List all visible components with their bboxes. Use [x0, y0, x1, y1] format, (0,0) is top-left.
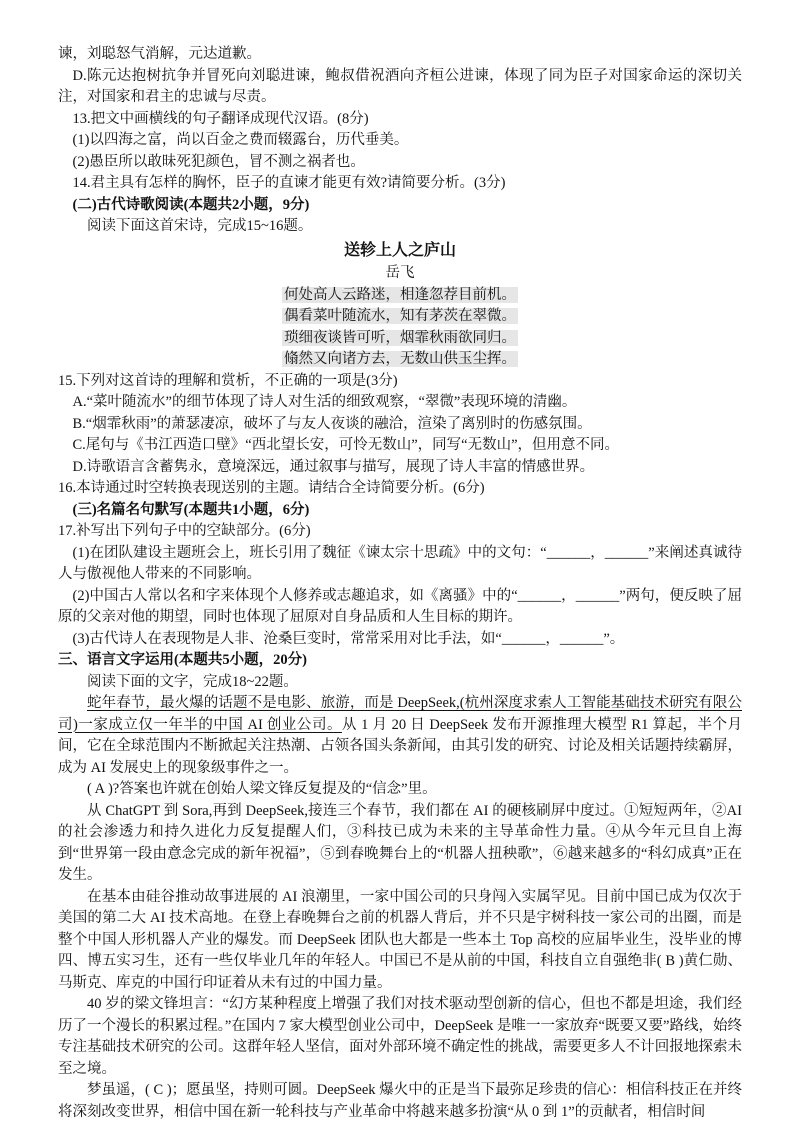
language-paragraph-2: ( A )?答案也许就在创始人梁文锋反复提及的“信念”里。 — [87, 781, 437, 797]
question-17-sub3: (3)古代诗人在表现物是人非、沧桑巨变时，常常采用对比手法，如“______，______”。 — [72, 630, 625, 647]
poetry-instruction: 阅读下面这首宋诗，完成15~16题。 — [87, 218, 313, 234]
language-paragraph-1 — [58, 693, 742, 779]
poem-line-highlight: 偶看菜叶随流水，知有茅茨在翠微。 — [284, 308, 516, 324]
poem-line-highlight: 琐细夜谈皆可听，烟霏秋雨欲同归。 — [284, 329, 516, 346]
language-instruction: 阅读下面的文字，完成18~22题。 — [87, 673, 298, 690]
section-language-heading: 三、语言文字运用(本题共5小题，20分) — [58, 652, 307, 668]
question-15-option-d: D.诗歌语言含蓄隽永，意境深远，通过叙事与描写，展现了诗人丰富的情感世界。 — [72, 458, 595, 475]
poem-line-highlight: 何处高人云路迷，相逢忽荐目前机。 — [284, 286, 516, 303]
poem-author: 岳飞 — [385, 265, 415, 281]
question-17-sub1: (1)在团队建设主题班会上，班长引用了魏征《谏太宗十思疏》中的文句：“______，______”来阐述真诚待人与傲视他人带来的不同影响。 — [58, 544, 742, 582]
paragraph-1-rest: 从 1 月 20 日 DeepSeek 发布开源推理大模型 R1 算起，半个月间，它在全球范围内不断掀起关注热潮、占领各国头条新闻，由其引发的研究、讨论及相关话题持续霸屏，成为 AI 发展史上的现象级事件之一。 — [58, 716, 742, 776]
question-16: 16.本诗通过时空转换表现送别的主题。请结合全诗简要分析。(6分) — [58, 480, 485, 496]
poem-line-highlight: 翛然又向诸方去，无数山供玉尘挥。 — [284, 351, 516, 367]
carryover-line: 谏，刘聪怒气消解，元达道歉。 — [58, 46, 261, 62]
question-17-sub2: (2)中国古人常以名和字来体现个人修养或志趣追求，如《离骚》中的“______，______”两句，便反映了屈原的父亲对他的期望，同时也体现了屈原对自身品质和人生目标的期许。 — [58, 587, 742, 625]
language-paragraph-3: 从 ChatGPT 到 Sora,再到 DeepSeek,接连三个春节，我们都在 AI 的硬核刷屏中度过。①短短两年，②AI 的社会渗透力和持久进化力反复提醒人们，③科技已成为未来的主导革命性力量。④从今年元旦自上海到“世界第一段由意念完成的新年祝福”，⑤到春晚舞台上的“机器人扭秧歌”，⑥越来越多的“科幻成真”正在发生。 — [58, 802, 742, 883]
poem-line — [58, 285, 742, 307]
question-15-option-a: A.“菜叶随流水”的细节体现了诗人对生活的细致观察，“翠微”表现环境的清幽。 — [72, 394, 577, 410]
exam-page — [58, 0, 742, 1123]
language-paragraph-6: 梦虽遥，( C )；愿虽坚，持则可圆。DeepSeek 爆火中的正是当下最弥足珍贵的信心：相信科技正在并终将深刻改变世界，相信中国在新一轮科技与产业革命中将越来越多扮演“从 0 到 1”的贡献者，相信时间 — [58, 1082, 742, 1120]
poem-line — [58, 306, 742, 328]
poem-line — [58, 349, 742, 371]
underlined-sentence: 蛇年春节，最火爆的话题不是电影、旅游，而是 DeepSeek,(杭州深度求索人工智能基础技术研究有限公司)一家成立仅一年半的中国 AI 创业公司。 — [58, 695, 742, 733]
language-paragraph-5: 40 岁的梁文锋坦言：“幻方某种程度上增强了我们对技术驱动型创新的信心，但也不都是坦途，我们经历了一个漫长的积累过程。”在国内 7 家大模型创业公司中，DeepSeek 是唯一一家放弃“既要又要”路线，始终专注基础技术研究的公司。这群年轻人坚信，面对外部环境不确定性的挑战，需要更多人不计回报地探索未至之境。 — [58, 996, 742, 1077]
poem-line — [58, 328, 742, 350]
section-poetry-heading: (二)古代诗歌阅读(本题共2小题，9分) — [72, 196, 310, 213]
poem-title: 送轸上人之庐山 — [343, 241, 456, 259]
section-dictation-heading: (三)名篇名句默写(本题共1小题，6分) — [72, 501, 310, 518]
question-14: 14.君主具有怎样的胸怀，臣子的直谏才能更有效?请简要分析。(3分) — [72, 175, 506, 191]
option-d-classical: D.陈元达抱树抗争并冒死向刘聪进谏，鲍叔借祝酒向齐桓公进谏，体现了同为臣子对国家命运的深切关注，对国家和君主的忠诚与尽责。 — [58, 67, 742, 105]
language-paragraph-4: 在基本由硅谷推动故事进展的 AI 浪潮里，一家中国公司的只身闯入实属罕见。目前中国已成为仅次于美国的第二大 AI 技术高地。在登上春晚舞台之前的机器人背后，并不只是宇树科技一家公司的出圈，而是整个中国人形机器人产业的爆发。而 DeepSeek 团队也大都是一些本土 Top 高校的应届毕业生，没毕业的博四、博五实习生，还有一些仅毕业几年的年轻人。中国已不是从前的中国，科技自立自强绝非( B )黄仁勋、马斯克、库克的中国行印证着从未有过的中国力量。 — [58, 888, 742, 991]
question-17: 17.补写出下列句子中的空缺部分。(6分) — [58, 523, 311, 539]
question-15: 15.下列对这首诗的理解和赏析，不正确的一项是(3分) — [58, 372, 398, 389]
question-13-sub2: (2)愚臣所以敢昧死犯颜色，冒不测之祸者也。 — [72, 153, 365, 170]
question-13: 13.把文中画横线的句子翻译成现代汉语。(8分) — [72, 110, 369, 127]
question-15-option-c: C.尾句与《书江西造口壁》“西北望长安，可怜无数山”，同写“无数山”，但用意不同。 — [72, 437, 620, 453]
question-15-option-b: B.“烟霏秋雨”的萧瑟凄凉，破坏了与友人夜谈的融洽，渲染了离别时的伤感氛围。 — [72, 415, 592, 432]
question-13-sub1: (1)以四海之富，尚以百金之费而辍露台，历代垂美。 — [72, 132, 409, 148]
